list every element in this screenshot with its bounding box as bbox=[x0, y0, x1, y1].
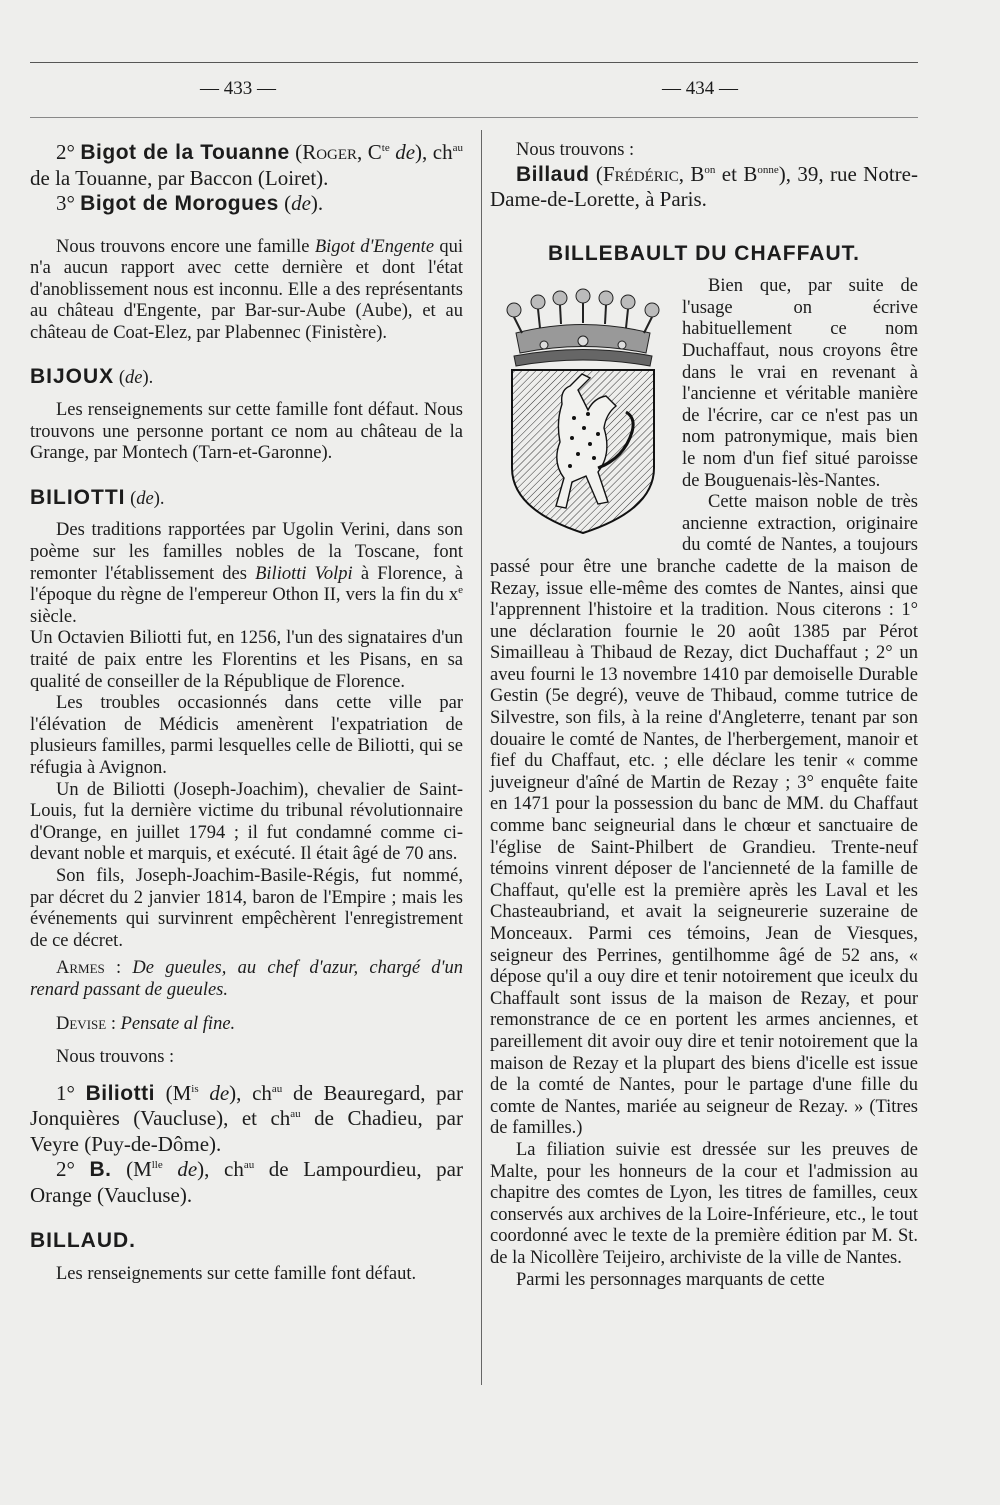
header-rule bbox=[30, 117, 918, 118]
coronet-icon bbox=[507, 289, 659, 366]
page-number-right: — 434 — bbox=[662, 78, 738, 99]
billebault-p1: Bien que, par suite de l'usage on écrive habituellement ce nom Duchaffaut, nous croyons être dans le vrai en revenant à l'ancienne et véritable manière de l'écrire, car ce n'est pas un nom patronymique, mais bien le nom d'un fief situé paroisse de Bouguenais-lès-Nantes. bbox=[682, 276, 918, 491]
biliotti-devise: Devise : Pensate al fine. bbox=[56, 1013, 236, 1034]
biliotti-p3: Les troubles occasionnés dans cette ville par l'élévation de Médicis amenèrent l'expatriation de plusieurs familles, parmi lesquelles celle de Biliotti, qui se réfugia à Avignon. bbox=[30, 693, 463, 778]
biliotti-armes: Armes : De gueules, au chef d'azur, chargé d'un renard passant de gueules. bbox=[30, 958, 463, 1000]
biliotti-p1: Des traditions rapportées par Ugolin Verini, dans son poème sur les familles nobles de la Toscane, font remonter l'établissement des Biliotti Volpi à Florence, à l'époque du règne de l'empereur Othon II, vers la fin du $x^e$ siècle. bbox=[30, 520, 463, 627]
biliotti-p2: Un Octavien Biliotti fut, en 1256, l'un des signataires d'un traité de paix entre les Florentins et les Pisans, en sa qualité de conseiller de la République de Florence. bbox=[30, 628, 463, 692]
biliotti-nous-trouvons: Nous trouvons : bbox=[56, 1047, 175, 1068]
entry-billaud-frederic: Billaud (Frédéric, $B^{on}$ et $B^{onne}$), 39, rue Notre-Dame-de-Lorette, à Paris. bbox=[490, 161, 918, 212]
heading-bijoux: BIJOUX (de). bbox=[30, 365, 154, 389]
bijoux-text: Les renseignements sur cette famille font défaut. Nous trouvons une personne portant ce nom au château de la Grange, par Montech (Tarn-et-Garonne). bbox=[30, 400, 463, 464]
right-nous-trouvons: Nous trouvons : bbox=[516, 140, 635, 160]
left-column bbox=[30, 140, 463, 1285]
entry-bigot-morogues: 3° Bigot de Morogues (de). bbox=[56, 191, 324, 215]
biliotti-p5: Son fils, Joseph-Joachim-Basile-Régis, fut nommé, par décret du 2 janvier 1814, baron de l'Empire ; mais les événements qui survinrent empêchèrent l'enregistrement de ce décret. bbox=[30, 865, 463, 951]
biliotti-p4: Un de Biliotti (Joseph-Joachim), chevalier de Saint-Louis, fut la dernière victime du tribunal révolutionnaire d'Orange, en juillet 1794 ; il fut condamné comme ci-devant noble et marquis, et exécuté. Il était âgé de 70 ans. bbox=[30, 779, 463, 865]
billebault-p3: La filiation suivie est dressée sur les preuves de Malte, pour les honneurs de la cour et l'admission au chapitre des comtes de Lyon, les titres de familles, ceux conservés aux archives de la Loire-Inférieure, etc., le tout coordonné avec le texte de la première édition par M. St. de la Nicollère Teijeiro, archiviste de la ville de Nantes. bbox=[490, 1139, 918, 1268]
billaud-text: Les renseignements sur cette famille font défaut. bbox=[56, 1263, 417, 1284]
page-number-left: — 433 — bbox=[200, 78, 276, 99]
entry-bigot-touanne: 2° Bigot de la Touanne (Roger, $C^{te}$ de), $ch^{au}$ de la Touanne, par Baccon (Loiret). bbox=[30, 140, 463, 190]
right-column bbox=[490, 140, 918, 1291]
entry-biliotti-1: 1° Biliotti ($M^{is}$ de), $ch^{au}$ de Beauregard, par Jonquières (Vaucluse), et $ch^{au}$ de Chadieu, par Veyre (Puy-de-Dôme). bbox=[30, 1080, 464, 1156]
billebault-p2: Cette maison noble de très ancienne extraction, originaire du comté de Nantes, a toujours passé pour être une branche cadette de la maison de Rezay, issue elle-même des comtes de Nantes, ainsi que l'apprennent l'histoire et la tradition. Nous citerons : 1° une déclaration fournie le 20 août 1385 par Pérot Simailleau à Thibaud de Rezay, dict Duchaffaut ; 2° un aveu fourni le 13 novembre 1410 par demoiselle Durable Gestin (5e degré), veuve de Thibaud, comme tutrice de Silvestre, son fils, à la reine d'Angleterre, tenant par son douaire le comté de Nantes, de l'herbergement, manoir et fief du Chaffaut, etc. ; elle déclare les tenir « comme juveigneur d'aîné de Martin de Rezay ; 3° enquête faite en 1471 pour la possession du banc de MM. du Chaffaut comme banc seigneurial dans le chœur et sanctuaire de l'église de Saint-Philbert de Grandieu. Trente-neuf témoins vinrent déposer de l'ancienneté de la famille de Chaffaut, qu'elle est la première après les Laval et les Chasteaubriand, et avait la seigneurerie suzeraine de Monceaux. Parmi ces témoins, Jean de Viesques, seigneur des Perrines, gentilhomme âgé de 52 ans, « dépose qu'il a ouy dire et tenir notoirement que iceulx du Chaffault sont issus de la maison de Rezay, et pour remonstrance de ce en portent les armes anciennes, et pareillement dit avoir ouy dire et tenir notoirement que la maison de Rezay et la plupart des biens d'icelle est issue de la comté de Nantes, pour le partage d'une fille du comte de Nantes, mariée au seigneur de Rezay. » (Titres de familles.) bbox=[490, 492, 918, 1139]
billebault-p4: Parmi les personnages marquants de cette bbox=[516, 1269, 825, 1290]
bigot-note: Nous trouvons encore une famille Bigot d'Engente qui n'a aucun rapport avec cette dernière et dont l'état d'anoblissement nous est inconnu. Elle a des représentants au château d'Engente, par Bar-sur-Aube (Aube), et au château de Coat-Elez, par Plabennec (Finistère). bbox=[30, 236, 464, 343]
heading-biliotti: BILIOTTI (de). bbox=[30, 485, 165, 509]
entry-biliotti-2: 2° B. ($M^{lle}$ de), $ch^{au}$ de Lampourdieu, par Orange (Vaucluse). bbox=[30, 1157, 463, 1207]
heading-billaud: BILLAUD. bbox=[30, 1229, 136, 1253]
column-separator bbox=[481, 130, 482, 1385]
heading-billebault: BILLEBAULT DU CHAFFAUT. bbox=[548, 241, 860, 265]
coat-of-arms-icon bbox=[494, 278, 672, 536]
top-rule bbox=[30, 62, 918, 63]
